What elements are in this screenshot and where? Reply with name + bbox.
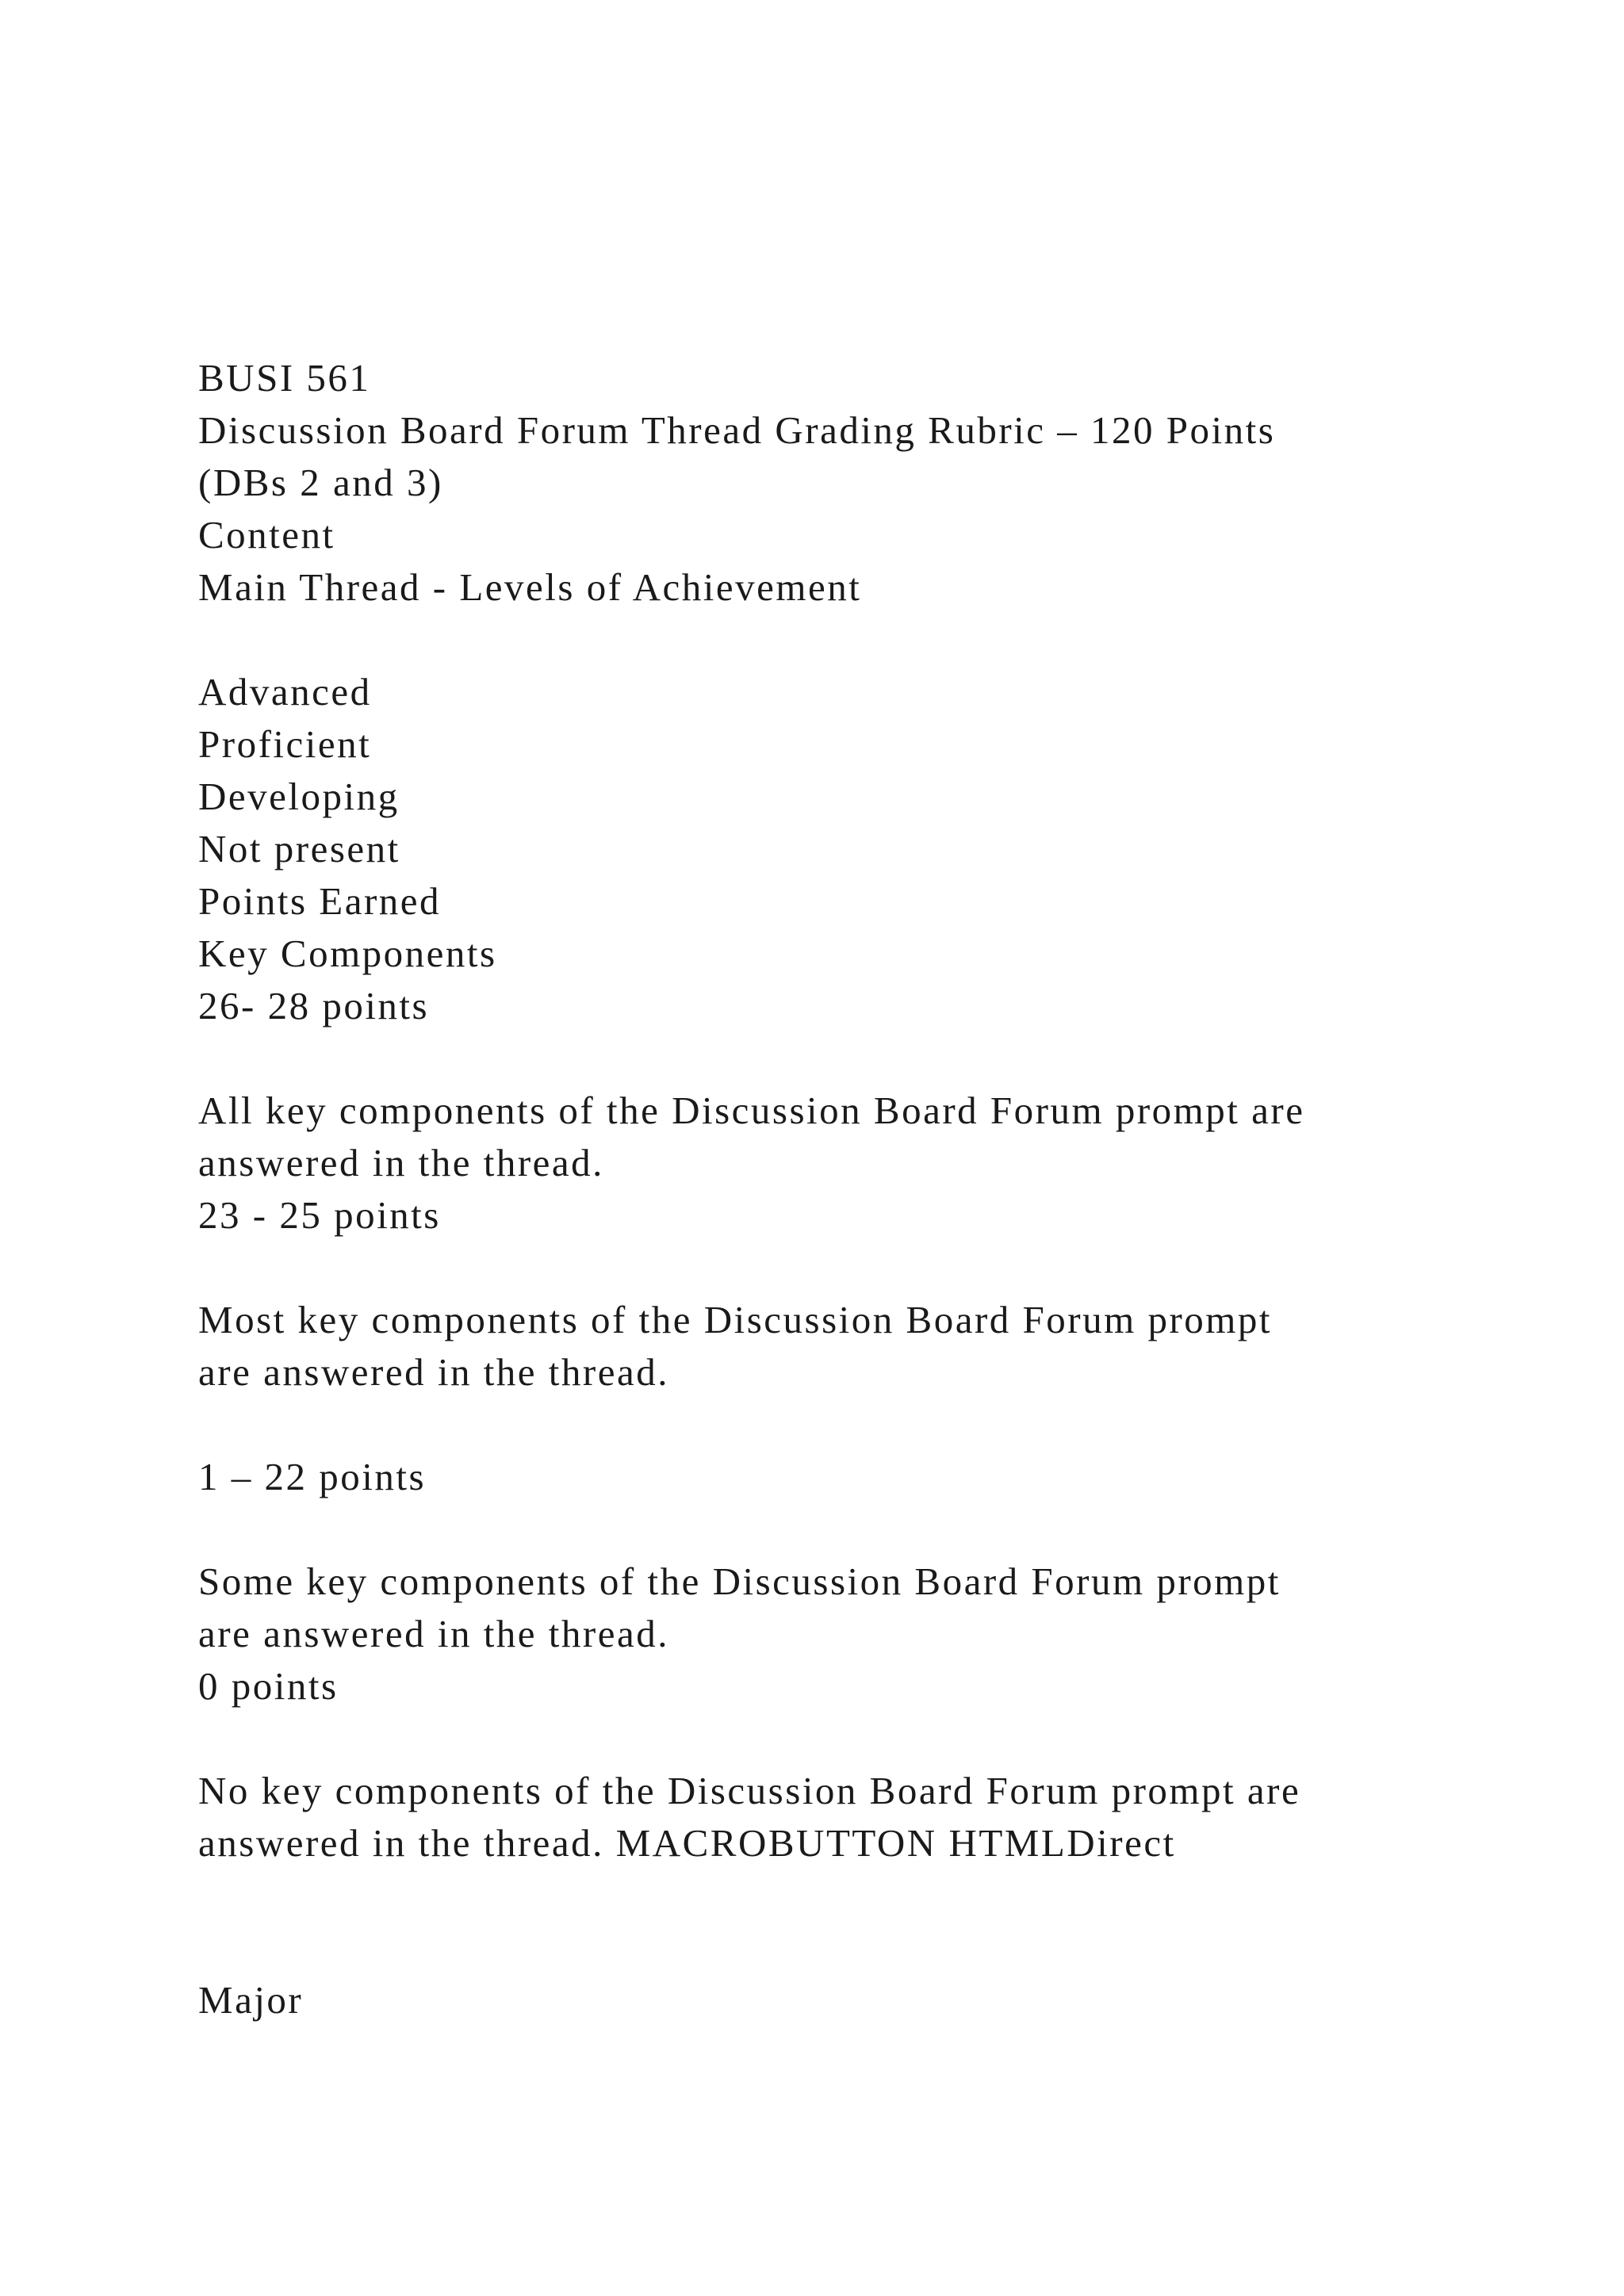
developing-points: 1 – 22 points	[198, 1455, 427, 1498]
proficient-description-line-1: Most key components of the Discussion Board Forum prompt	[198, 1298, 1273, 1341]
table-heading: Main Thread - Levels of Achievement	[198, 565, 862, 609]
level-column-advanced: Advanced	[198, 670, 372, 714]
advanced-points: 26- 28 points	[198, 984, 430, 1027]
level-column-points-earned: Points Earned	[198, 879, 442, 923]
rubric-scope: (DBs 2 and 3)	[198, 461, 443, 504]
advanced-description-line-1: All key components of the Discussion Board Forum prompt are	[198, 1089, 1305, 1132]
level-column-proficient: Proficient	[198, 722, 372, 766]
spacer	[198, 1032, 1507, 1085]
not-present-description-line-1: No key components of the Discussion Board Forum prompt are	[198, 1769, 1301, 1812]
not-present-points: 0 points	[198, 1664, 339, 1708]
spacer	[198, 1399, 1507, 1451]
level-column-developing: Developing	[198, 775, 400, 818]
next-criterion-name: Major	[198, 1978, 304, 2022]
course-code: BUSI 561	[198, 356, 371, 400]
proficient-description-line-2: are answered in the thread.	[198, 1350, 669, 1394]
spacer	[198, 1712, 1507, 1765]
level-column-not-present: Not present	[198, 827, 400, 871]
spacer	[198, 1242, 1507, 1294]
document-body	[198, 352, 1507, 2026]
spacer	[198, 1869, 1507, 1974]
not-present-description-line-2: answered in the thread. MACROBUTTON HTMLDirect	[198, 1821, 1176, 1865]
rubric-title: Discussion Board Forum Thread Grading Rubric – 120 Points	[198, 408, 1276, 452]
developing-description-line-1: Some key components of the Discussion Board Forum prompt	[198, 1559, 1281, 1603]
developing-description-line-2: are answered in the thread.	[198, 1612, 669, 1655]
spacer	[198, 614, 1507, 666]
section-label: Content	[198, 513, 335, 557]
spacer	[198, 1503, 1507, 1556]
criterion-name: Key Components	[198, 932, 497, 975]
advanced-description-line-2: answered in the thread.	[198, 1141, 604, 1184]
proficient-points: 23 - 25 points	[198, 1193, 441, 1237]
